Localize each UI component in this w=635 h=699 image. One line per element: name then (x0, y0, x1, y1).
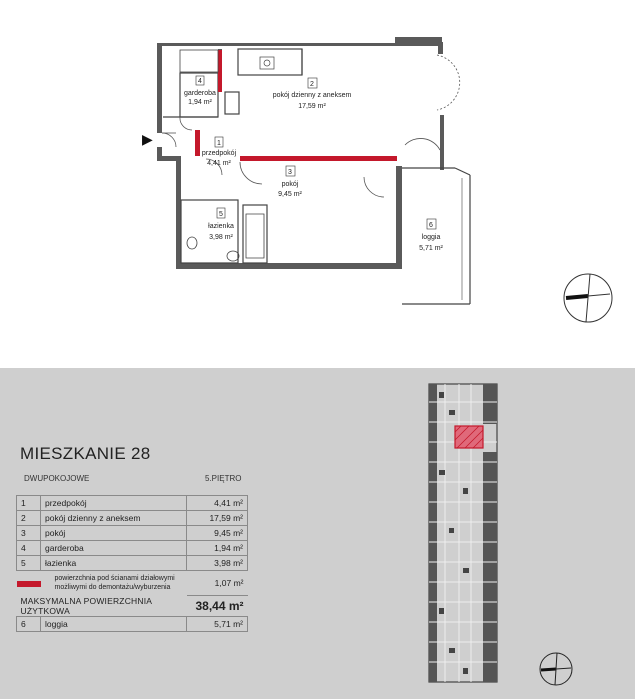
total-value: 38,44 m² (195, 598, 244, 613)
svg-text:4,41 m²: 4,41 m² (207, 160, 231, 167)
table-row: 2 pokój dzienny z aneksem 17,59 m² (17, 511, 248, 526)
table-row: 5 łazienka 3,98 m² (17, 556, 248, 571)
room-label-5 (208, 208, 234, 241)
north-compass-icon (538, 651, 574, 687)
total-label: MAKSYMALNA POWIERZCHNIA UŻYTKOWA (20, 595, 152, 616)
north-compass-icon (564, 274, 612, 322)
svg-text:9,45 m²: 9,45 m² (278, 191, 302, 198)
svg-text:1: 1 (217, 140, 221, 147)
demolishable-wall-row (17, 571, 248, 596)
svg-text:1,94 m²: 1,94 m² (188, 99, 212, 106)
room-label-4 (184, 76, 216, 106)
apartment-highlight (455, 426, 483, 448)
svg-text:pokój: pokój (281, 181, 299, 188)
info-panel (0, 368, 635, 699)
room-label-6 (419, 219, 443, 252)
apartment-type: DWUPOKOJOWE (24, 474, 90, 483)
door-swings (162, 55, 460, 197)
room-label-2 (273, 78, 352, 110)
svg-text:2: 2 (310, 81, 314, 88)
room-labels (184, 76, 443, 252)
svg-text:17,59 m²: 17,59 m² (298, 103, 326, 110)
svg-text:5,71 m²: 5,71 m² (419, 245, 443, 252)
room-label-3 (278, 166, 302, 198)
apartment-floor: 5.PIĘTRO (205, 474, 242, 483)
total-row (17, 596, 248, 617)
wall-area: 1,07 m² (187, 571, 248, 596)
svg-text:5: 5 (219, 211, 223, 218)
table-row: 3 pokój 9,45 m² (17, 526, 248, 541)
building-key-plan (425, 382, 505, 684)
svg-text:3,98 m²: 3,98 m² (209, 234, 233, 241)
svg-text:4: 4 (198, 78, 202, 85)
apartment-title: MIESZKANIE 28 (20, 444, 151, 463)
wall-swatch-cell (17, 571, 41, 596)
svg-text:3: 3 (288, 169, 292, 176)
svg-text:garderoba: garderoba (184, 90, 216, 97)
area-table (16, 495, 248, 632)
svg-text:loggia: loggia (421, 234, 441, 241)
table-row: 6 loggia 5,71 m² (17, 616, 248, 631)
svg-text:pokój dzienny z aneksem: pokój dzienny z aneksem (272, 92, 352, 99)
room-label-1 (202, 137, 237, 167)
wall-note: powierzchnia pod ścianami działowymi możliwymi do demontażu/wyburzenia (54, 575, 175, 592)
table-row: 1 przedpokój 4,41 m² (17, 496, 248, 511)
svg-text:łazienka: łazienka (208, 223, 234, 230)
entrance-arrow-icon: ▶ (142, 131, 153, 147)
svg-text:przedpokój: przedpokój (201, 150, 237, 157)
svg-text:6: 6 (429, 222, 433, 229)
wall-color-swatch (17, 581, 41, 587)
table-row: 4 garderoba 1,94 m² (17, 541, 248, 556)
